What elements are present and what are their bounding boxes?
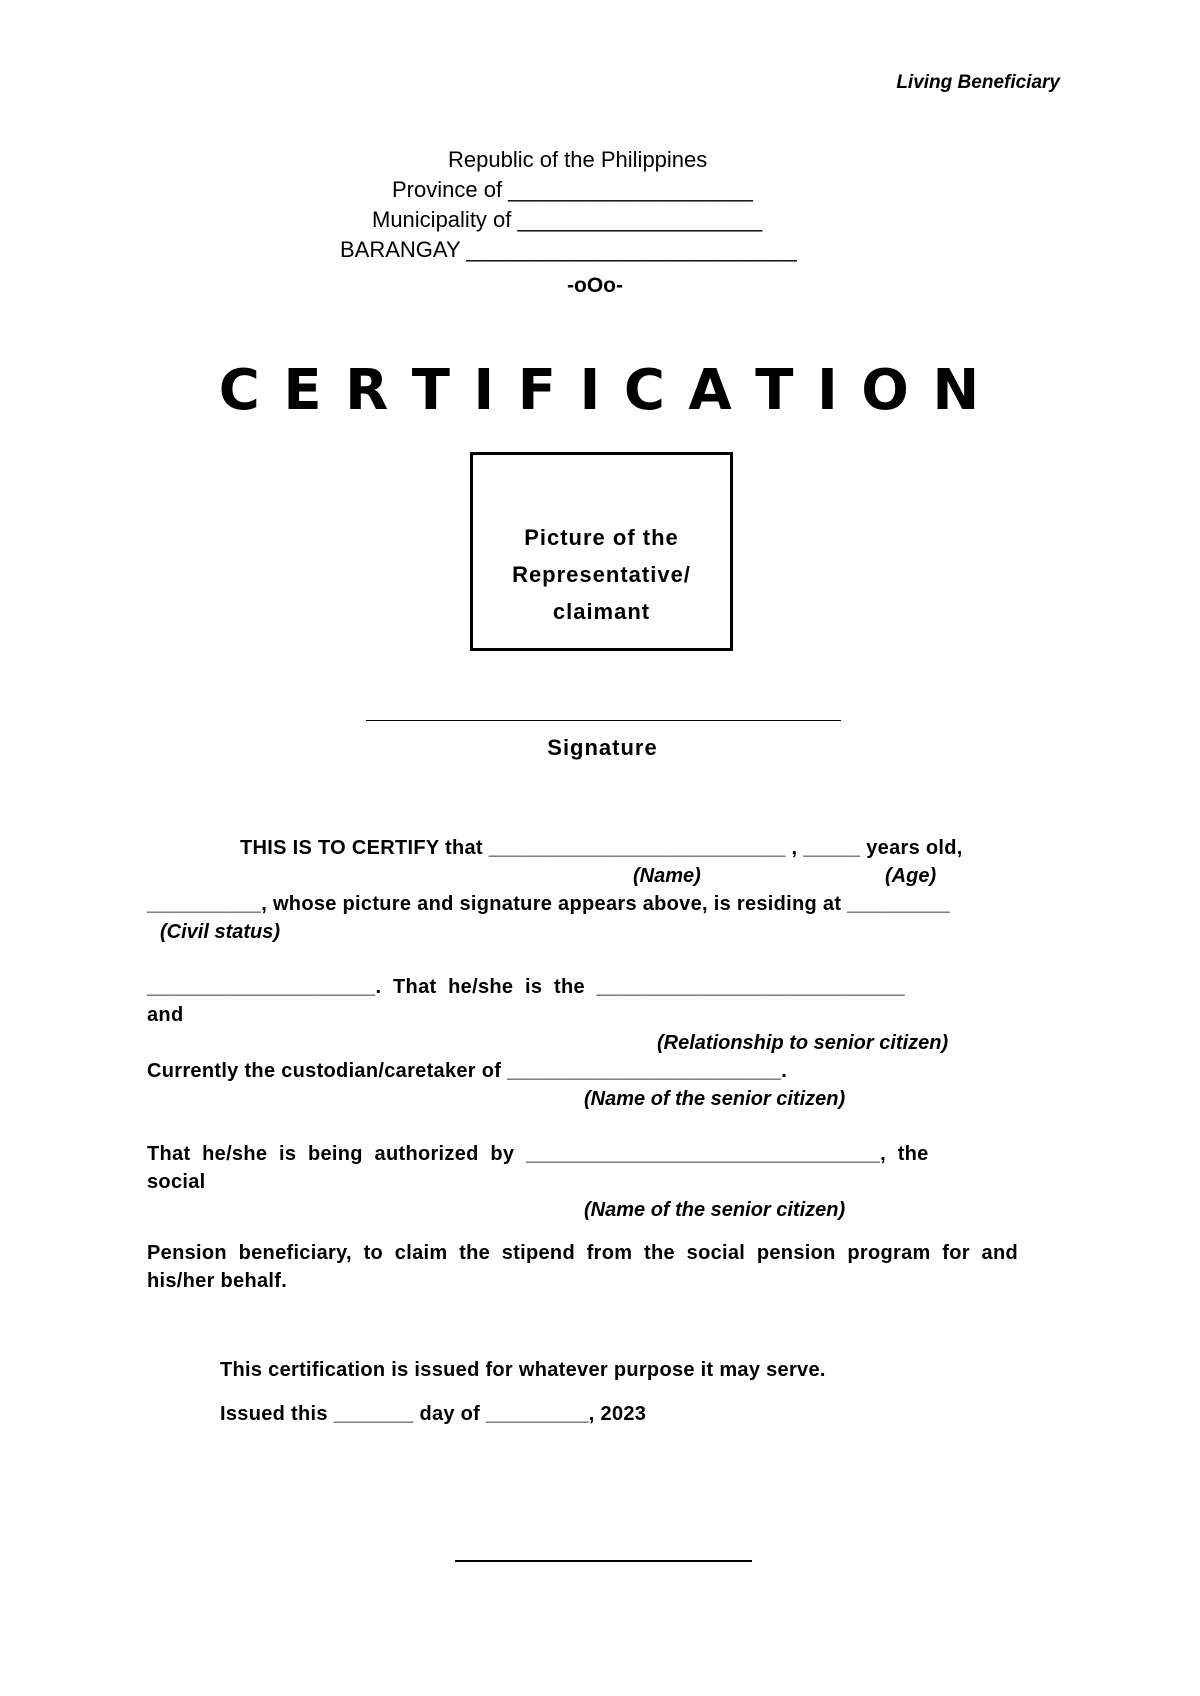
civil-status-label: (Civil status) [160,921,281,943]
pension-line: Pension beneficiary, to claim the stipend from the social pension program for and [147,1242,1019,1264]
header-republic: Republic of the Philippines [448,147,708,172]
signatory-line [455,1560,752,1562]
certify-line: THIS IS TO CERTIFY that __________________________ , _____ years old, [240,837,963,859]
pension-line-behalf: his/her behalf. [147,1270,288,1292]
corner-label: Living Beneficiary [896,72,1060,93]
purpose-line: This certification is issued for whatever purpose it may serve. [220,1359,826,1381]
photo-box-line1: Picture of the [524,525,679,550]
photo-box [470,452,733,651]
header-province: Province of ____________________ [392,177,753,202]
relationship-line-and: and [147,1004,184,1026]
senior-name-label-1: (Name of the senior citizen) [584,1088,846,1110]
relationship-line: ____________________. That he/she is the ___________________________ [147,976,906,998]
age-label: (Age) [885,865,937,887]
photo-box-line2: Representative/ [512,562,691,587]
signature-line [366,720,841,721]
name-label: (Name) [633,865,701,887]
authorized-line: That he/she is being authorized by _______________________________, the [147,1143,929,1165]
header-ornament: -oOo- [567,274,623,297]
issued-line: Issued this _______ day of _________, 2023 [220,1403,647,1425]
document-title: C E R T I F I C A T I O N [218,358,982,423]
civil-status-line: __________, whose picture and signature appears above, is residing at _________ [147,893,950,915]
authorized-line-social: social [147,1171,206,1193]
relationship-label: (Relationship to senior citizen) [657,1032,949,1054]
signature-label: Signature [547,735,658,760]
header-barangay: BARANGAY ___________________________ [340,237,797,262]
photo-box-line3: claimant [552,599,651,624]
header-municipality: Municipality of ____________________ [372,207,763,232]
senior-name-label-2: (Name of the senior citizen) [584,1199,846,1221]
custodian-line: Currently the custodian/caretaker of ________________________. [147,1060,788,1082]
